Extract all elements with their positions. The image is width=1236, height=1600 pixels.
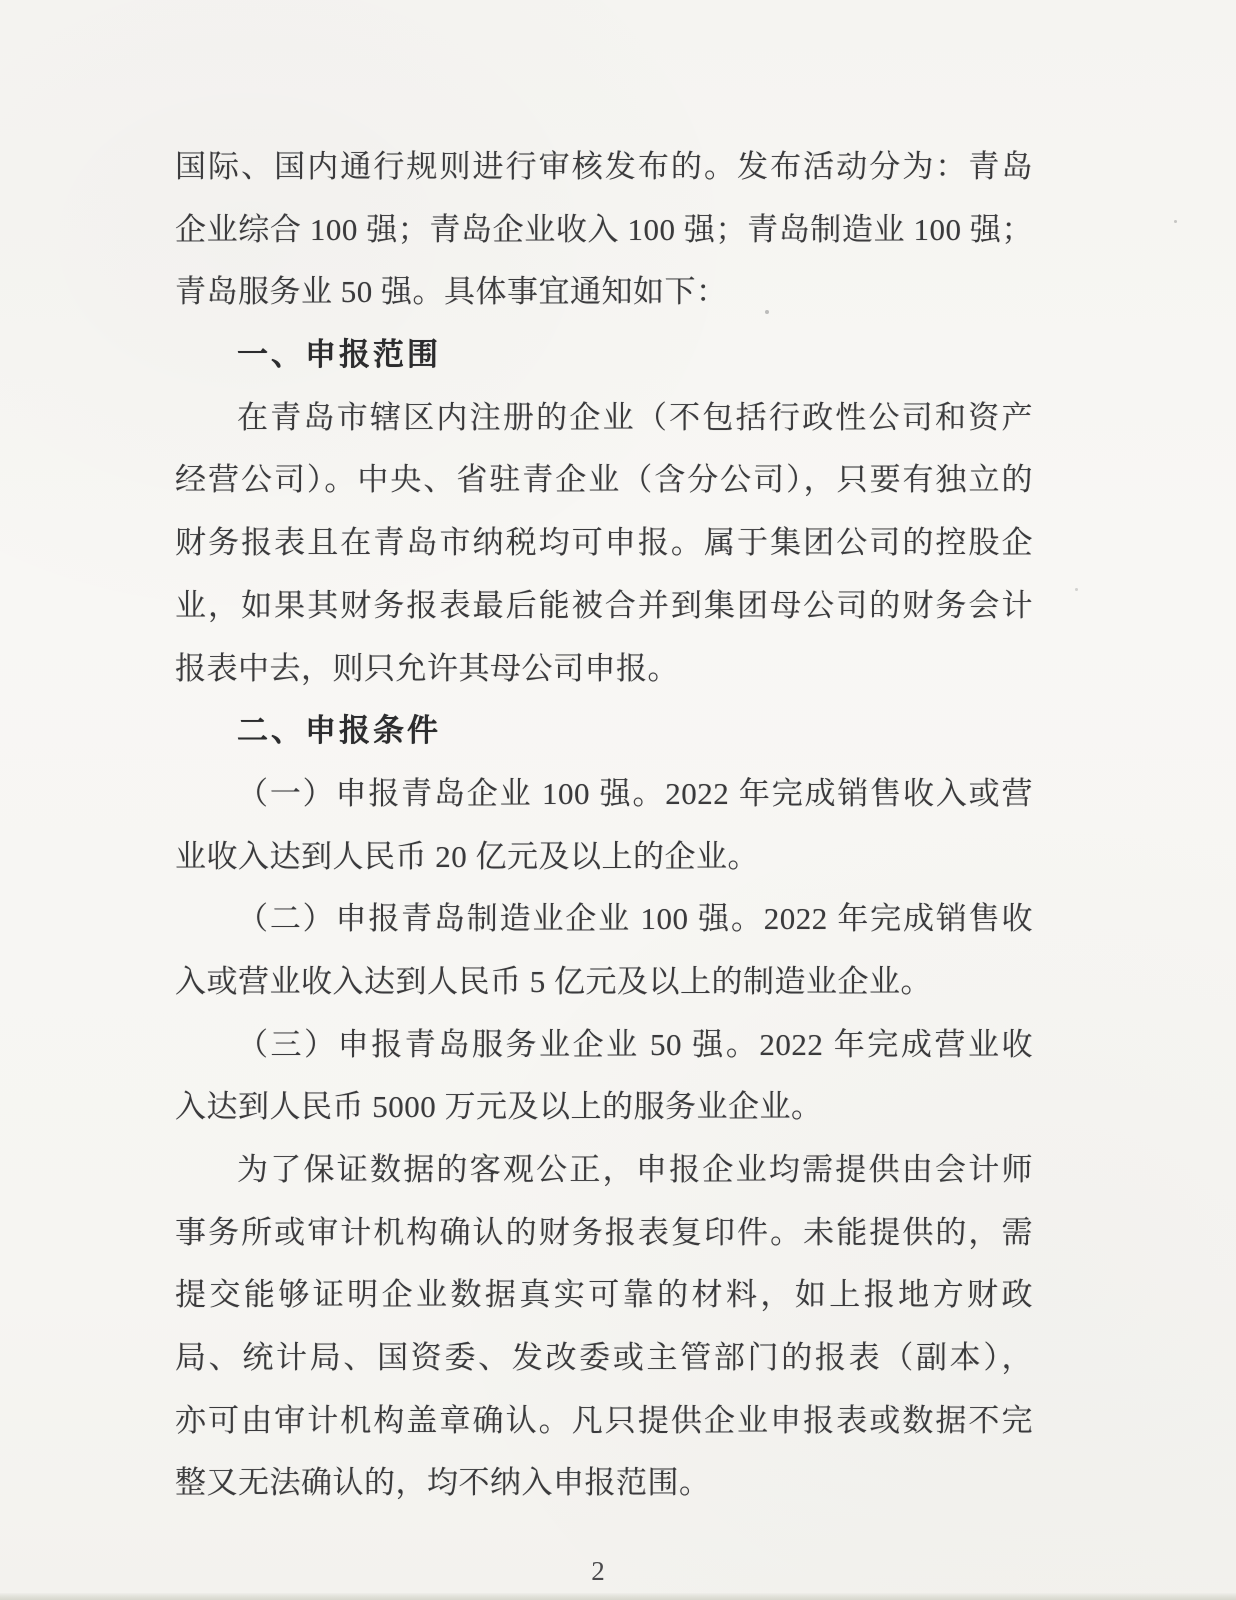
scan-speck: [1075, 588, 1078, 591]
text-line: （二）申报青岛制造业企业 100 强。2022 年完成销售收: [237, 901, 1033, 937]
page-number: 2: [591, 1556, 605, 1586]
text-line: 国际、国内通行规则进行审核发布的。发布活动分为：青岛: [175, 149, 1033, 184]
text-line: 为了保证数据的客观公正，申报企业均需提供由会计师: [237, 1152, 1033, 1187]
text-line: 财务报表且在青岛市纳税均可申报。属于集团公司的控股企: [175, 525, 1033, 561]
section-heading: 一、申报范围: [237, 337, 441, 373]
text-line: 提交能够证明企业数据真实可靠的材料，如上报地方财政: [175, 1277, 1033, 1313]
text-line: 事务所或审计机构确认的财务报表复印件。未能提供的，需: [175, 1214, 1033, 1250]
section-heading: 二、申报条件: [237, 713, 441, 749]
scan-edge-shadow: [0, 1593, 1236, 1600]
text-line: 入达到人民币 5000 万元及以上的服务业企业。: [175, 1089, 823, 1125]
scan-speck: [1174, 220, 1177, 223]
text-line: 业收入达到人民币 20 亿元及以上的企业。: [175, 838, 759, 874]
text-line: 整又无法确认的，均不纳入申报范围。: [175, 1465, 711, 1501]
text-line: 亦可由审计机构盖章确认。凡只提供企业申报表或数据不完: [175, 1402, 1033, 1438]
text-line: 业，如果其财务报表最后能被合并到集团母公司的财务会计: [175, 587, 1033, 623]
text-line: 入或营业收入达到人民币 5 亿元及以上的制造业企业。: [175, 963, 932, 999]
text-line: 报表中去，则只允许其母公司申报。: [175, 650, 679, 686]
text-block: [175, 136, 1033, 1515]
text-line: 经营公司）。中央、省驻青企业（含分公司），只要有独立的: [175, 462, 1033, 498]
text-line: 在青岛市辖区内注册的企业（不包括行政性公司和资产: [237, 399, 1033, 435]
scan-speck: [765, 310, 769, 314]
text-line: （一）申报青岛企业 100 强。2022 年完成销售收入或营: [237, 775, 1033, 811]
text-line: 青岛服务业 50 强。具体事宜通知如下：: [175, 274, 728, 310]
text-line: （三）申报青岛服务业企业 50 强。2022 年完成营业收: [237, 1026, 1033, 1062]
text-line: 局、统计局、国资委、发改委或主管部门的报表（副本），: [175, 1340, 1033, 1376]
text-line: 企业综合 100 强；青岛企业收入 100 强；青岛制造业 100 强；: [175, 211, 1033, 247]
